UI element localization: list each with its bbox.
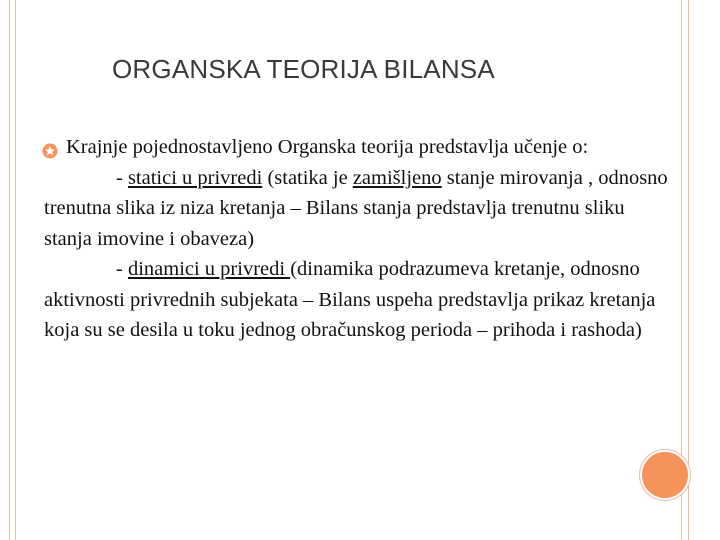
slide-title: ORGANSKA TEORIJA BILANSA [112,54,495,84]
imagined-term: zamišljeno [352,166,442,189]
dynamics-paragraph: - dinamici u privredi (dinamika podrazumeva kretanje, odnosno aktivnosti privrednih subjekata – Bilans uspeha predstavlja prikaz kretanja koja su se desila u toku jednog obračunskog perioda – prihoda i rashoda) [44,258,656,341]
slide-body [44,132,674,346]
right-border-line-outer [688,0,689,540]
intro-paragraph: Krajnje pojednostavljeno Organska teorija predstavlja učenje o: [66,136,589,158]
dynamics-term: dinamici u privredi [127,258,291,280]
left-border-line-outer [9,0,10,540]
left-border-line-inner [15,0,16,540]
statics-paragraph: - statici u privredi (statika je zamišljeno stanje mirovanja , odnosno trenutna slika iz niza kretanja – Bilans stanja predstavlja trenutnu sliku stanja imovine i obaveza) [44,166,668,250]
decorative-circle [640,450,690,500]
statics-term: statici u privredi [127,166,263,189]
